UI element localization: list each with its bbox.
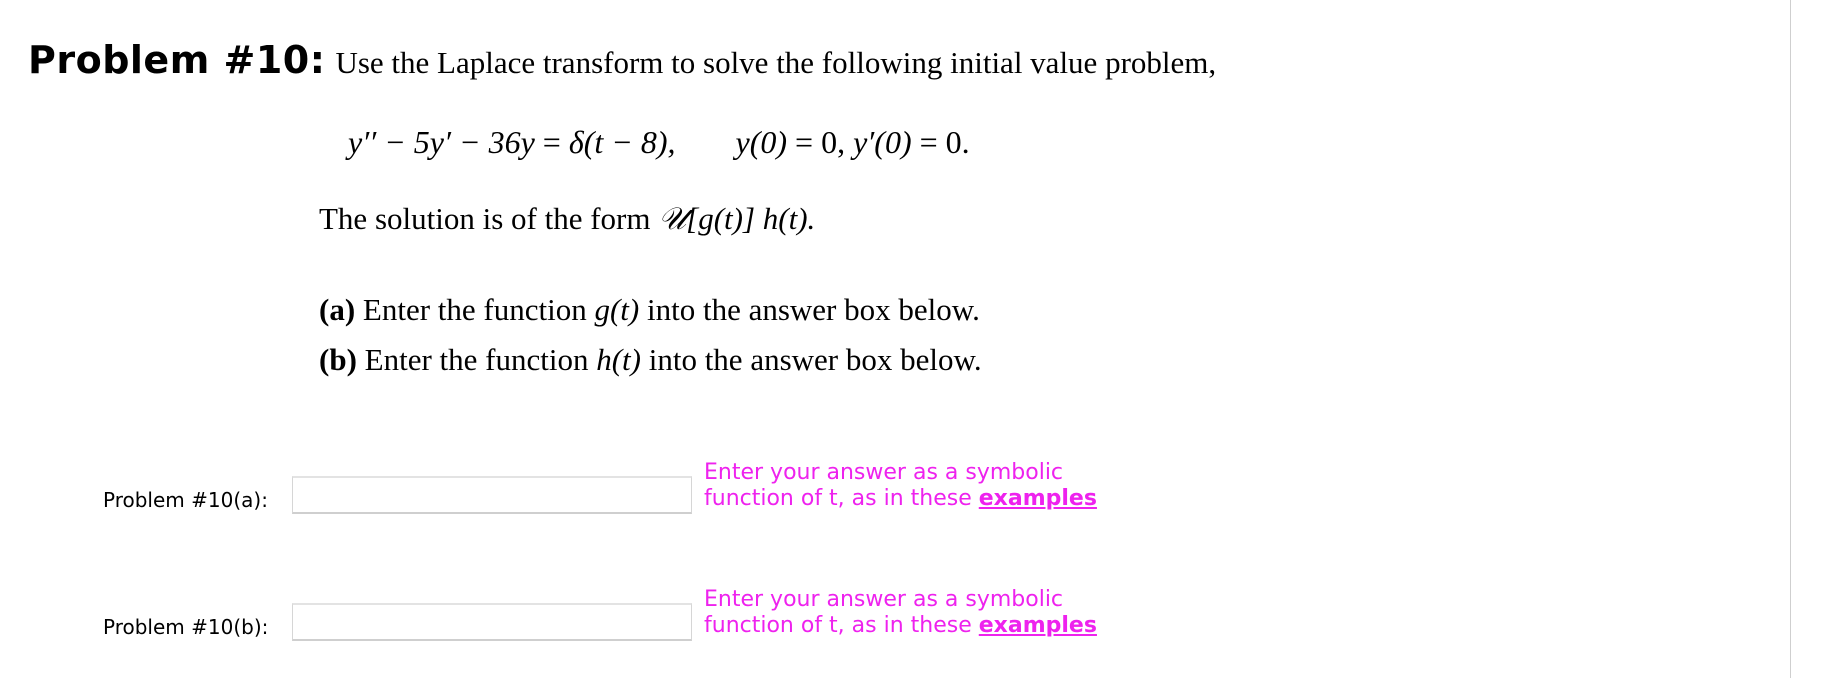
part-b-text-after: into the answer box below. bbox=[640, 342, 982, 377]
answer-label-a: Problem #10(a): bbox=[103, 488, 268, 512]
initial-condition-yprime: y′(0) bbox=[853, 124, 912, 160]
solution-form-expr: 𝒰[g(t)] h(t). bbox=[658, 201, 816, 236]
problem-header bbox=[28, 38, 1216, 82]
problem-prompt: Use the Laplace transform to solve the following initial value problem, bbox=[335, 45, 1217, 80]
examples-link-b[interactable]: examples bbox=[978, 613, 1097, 638]
differential-equation bbox=[348, 124, 970, 161]
answer-row-b bbox=[0, 587, 1200, 667]
examples-link-a[interactable]: examples bbox=[978, 486, 1097, 511]
right-divider bbox=[1790, 0, 1791, 678]
answer-row-a bbox=[0, 460, 1200, 540]
answer-label-b: Problem #10(b): bbox=[103, 615, 269, 639]
initial-condition-y: y(0) bbox=[735, 124, 788, 160]
answer-hint-text-b: Enter your answer as a symbolic function of t, as in these bbox=[704, 587, 1064, 638]
equation-lhs: y′′ − 5y′ − 36y bbox=[348, 124, 535, 160]
part-a-func: g(t) bbox=[594, 292, 640, 327]
answer-hint-b bbox=[704, 587, 1104, 639]
part-a-text-after: into the answer box below. bbox=[639, 292, 980, 327]
initial-condition-value-1: 0, bbox=[821, 124, 846, 160]
solution-form-text: The solution is of the form bbox=[319, 201, 659, 236]
solution-form-line bbox=[319, 201, 815, 238]
part-a-text-before: Enter the function bbox=[355, 292, 595, 327]
answer-input-b[interactable] bbox=[292, 603, 692, 641]
initial-condition-value-2: 0. bbox=[945, 124, 970, 160]
part-a-instruction bbox=[319, 292, 980, 328]
answer-hint-text-a: Enter your answer as a symbolic function of t, as in these bbox=[704, 460, 1064, 511]
equation-rhs: δ(t − 8), bbox=[568, 124, 676, 160]
part-b-marker: (b) bbox=[319, 342, 357, 377]
part-b-text-before: Enter the function bbox=[356, 342, 597, 377]
part-a-marker: (a) bbox=[319, 292, 356, 327]
part-b-instruction bbox=[319, 342, 982, 378]
problem-title: Problem #10: bbox=[28, 38, 326, 82]
part-b-func: h(t) bbox=[596, 342, 641, 377]
answer-hint-a bbox=[704, 460, 1104, 512]
answer-input-a[interactable] bbox=[292, 476, 692, 514]
equation-equals: = bbox=[542, 124, 561, 160]
initial-condition-equals-1: = bbox=[795, 124, 814, 160]
initial-condition-equals-2: = bbox=[919, 124, 938, 160]
